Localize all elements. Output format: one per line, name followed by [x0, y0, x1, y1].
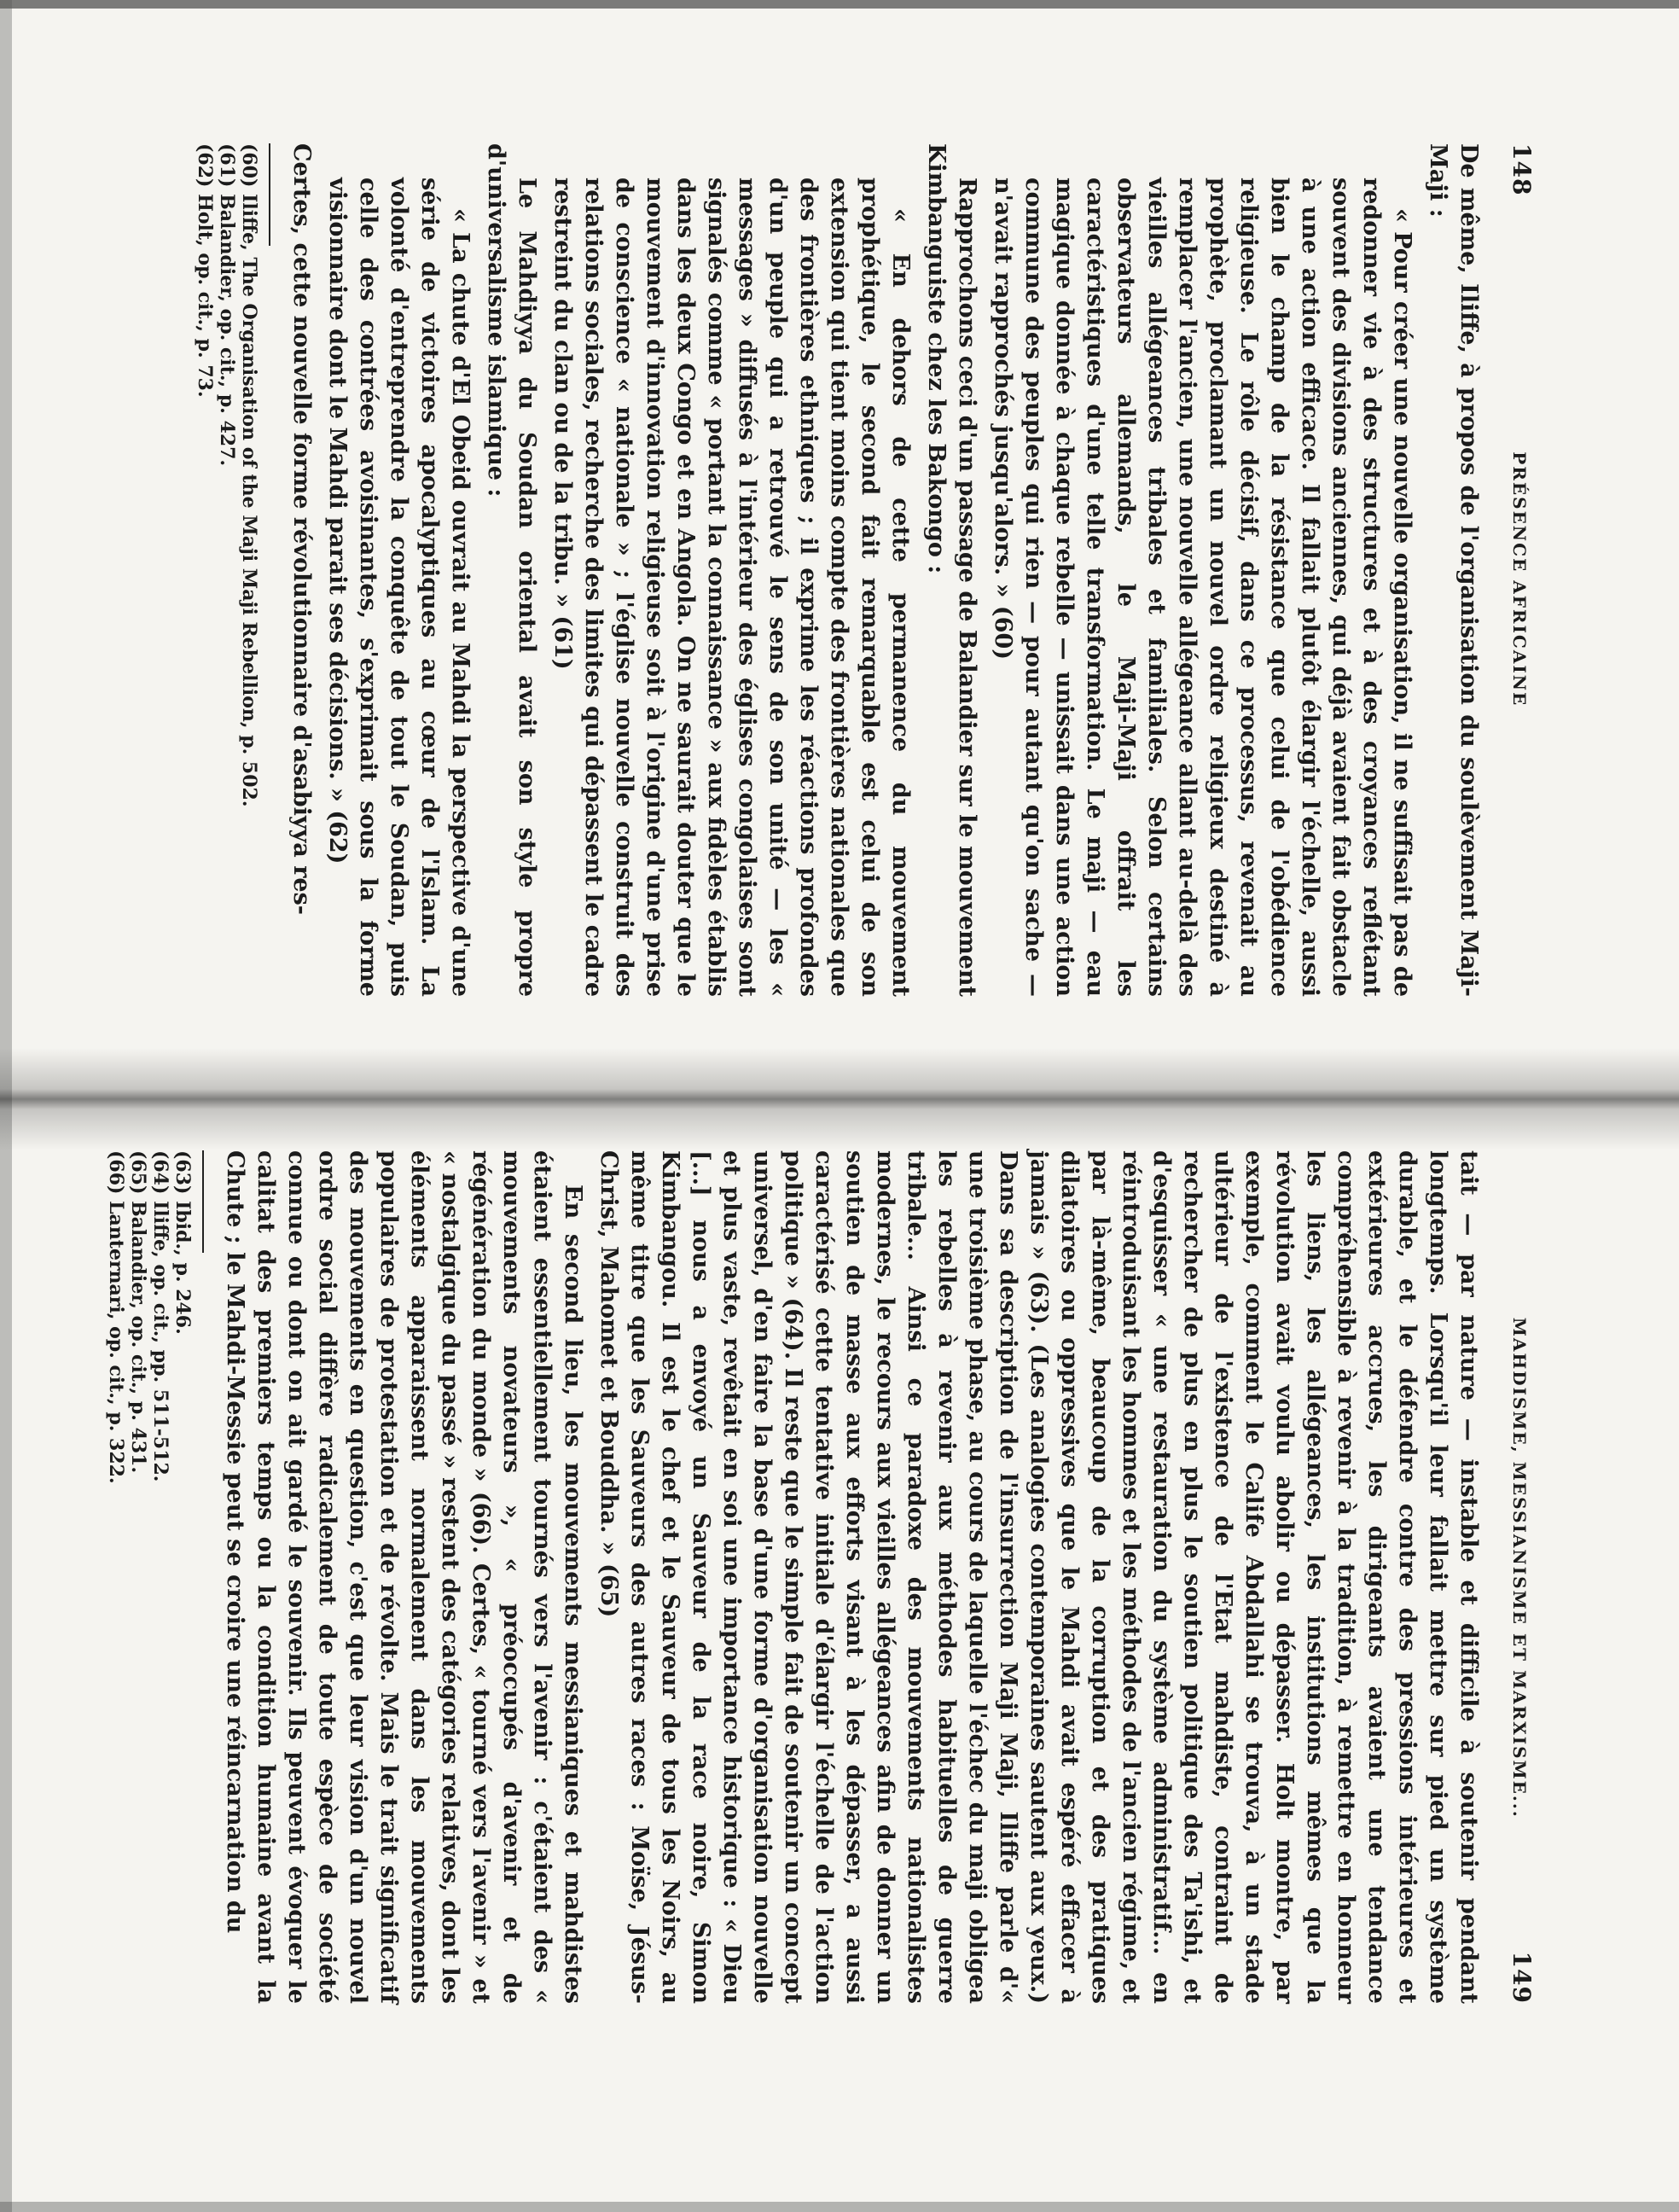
footnote: (64) Iliffe, op. cit., pp. 511-512. — [149, 1150, 171, 1482]
block-quote: « En dehors de cette permanence du mouvement prophétique, le second fait remarquable est celui de son extension qui tient moins compte des frontières nationales que des frontières ethniques ; il exprime les réactions profondes d'un peuple qui a retrouvé le sens de son unité — les « messages » diffusés à l'intérieur des églises congolaises sont signalés comme « portant la connaissance » aux fidèles établis dans les deux Congo et en Angola. On ne saurait douter que le mouvement d'innovation religieuse soit à l'origine d'une prise de conscience « nationale » ; l'église nouvelle construit des relations sociales, recherche des limites qui dépassent le cadre restreint du clan ou de la tribu. » (61) — [549, 178, 914, 997]
scan-edge-bottom — [0, 2202, 1679, 2212]
footnote: (66) Lanternari, op. cit., p. 322. — [105, 1150, 127, 1484]
footnote: (60) Iliffe, The Organisation of the Maji Maji Rebellion, p. 502. — [238, 143, 260, 807]
block-quote: « Pour créer une nouvelle organisation, il ne suffisait pas de redonner vie à des structures et à des croyances reflétant souvent des divisions anciennes, qui déjà avaient fait obstacle à une action efficace. Il fallait plutôt élargir l'échelle, aussi bien le champ de la résistance que celui de l'obédience religieuse. Le rôle décisif, dans ce processus, revenait au prophète, proclamant un nouvel ordre religieux destiné à remplacer l'ancien, une nouvelle allégeance allant au-delà des vieilles allégeances tribales et familiales. Selon certains observateurs allemands, le Maji-Maji offrait les caractéristiques d'une telle transformation. Le maji — eau magique donnée à chaque rebelle — unissait dans une action commune des peuples qui rien — pour autant qu'on sache — n'avait rapprochés jusqu'alors. » (60) — [990, 178, 1415, 997]
footnote: (63) Ibid., p. 246. — [171, 1150, 194, 1335]
footnote-rule — [202, 1150, 204, 1253]
running-title: PRÉSENCE AFRICAINE — [1509, 451, 1530, 707]
body-text — [286, 143, 1484, 997]
book-gutter-shadow — [0, 1048, 1679, 1150]
paragraph: tait — par nature — instable et difficile à soutenir pendant longtemps. Lorsqu'il leur fallait mettre sur pied un système durable, et le défendre contre des pressions intérieures et extérieures accrues, les dirigeants avaient une tendance compréhensible à revenir à la tradition, à remettre en honneur les liens, les allégeances, les institutions mêmes que la révolution avait voulu abolir ou dépasser. Holt montre, par exemple, comment le Calife Abdallahi se trouva, à un stade ultérieur de l'existence de l'Etat mahdiste, contraint de rechercher de plus en plus le soutien politique des Ta'ishi, et d'esquisser « une restauration du système administratif... en réintroduisant les hommes et les méthodes de l'ancien régime, et par là-même, beaucoup de la corruption et des pratiques dilatoires ou oppressives que le Mahdi avait espéré effacer à jamais » (63). (Les analogies contemporaines sautent aux yeux.) Dans sa description de l'insurrection Maji Maji, Iliffe parle d'« une troisième phase, au cours de laquelle l'échec du maji obligea les rebelles à revenir aux méthodes habituelles de guerre tribale... Ainsi ce paradoxe des mouvements nationalistes modernes, le recours aux vieilles allégeances afin de donner un soutien de masse aux efforts visant à les dépasser, a aussi caractérisé cette tentative initiale d'élargir l'échelle de l'action politique » (64). Il reste que le simple fait de soutenir un concept universel, d'en faire la base d'une forme d'organisation nouvelle et plus vaste, revêtait en soi une importance historique : « Dieu [...] nous a envoyé un Sauveur de la race noire, Simon Kimbangou. Il est le chef et le Sauveur de tous les Noirs, au même titre que les Sauveurs des autres races : Moïse, Jésus-Christ, Mahomet et Bouddha. » (65) — [595, 1150, 1482, 2004]
paragraph: En second lieu, les mouvements messianiques et mahdistes étaient essentiellement tournés vers l'avenir : c'étaient des « mouvements novateurs », « préoccupés d'avenir et de régénération du monde » (66). Certes, « tourné vers l'avenir » et « nostalgique du passé » restent des catégories relatives, dont les éléments apparaissent normalement dans les mouvements populaires de protestation et de révolte. Mais le trait significatif des mouvements en question, c'est que leur vision d'un nouvel ordre social diffère radicalement de toute espèce de société connue ou dont on ait gardé le souvenir. Ils peuvent évoquer le calitat des premiers temps ou la condition humaine avant la Chute ; le Mahdi-Messie peut se croire une réincarnation du — [222, 1150, 586, 2004]
footnotes — [194, 143, 260, 997]
paragraph: Rapprochons ceci d'un passage de Balandier sur le mouvement Kimbanguiste chez les Bakongo : — [923, 143, 980, 997]
scan-edge-top — [0, 0, 1679, 9]
page-149 — [17, 1144, 1536, 2004]
running-head — [1508, 1150, 1536, 2004]
paragraph: Certes, cette nouvelle forme révolutionnaire d'asabiyya res- — [288, 143, 315, 915]
footnote: (65) Balandier, op. cit., p. 431. — [127, 1150, 149, 1474]
paragraph: Le Mahdiyya du Soudan oriental avait son style propre d'universalisme islamique : — [483, 143, 540, 997]
paragraph: De même, Iliffe, à propos de l'organisation du soulèvement Maji-Maji : — [1425, 143, 1482, 997]
page-number: 148 — [1508, 143, 1536, 196]
footnote-rule — [269, 143, 270, 246]
page-number: 149 — [1508, 1951, 1536, 2004]
footnotes — [105, 1150, 194, 2004]
running-title: MAHDISME, MESSIANISME ET MARXISME... — [1509, 1317, 1530, 1819]
footnote: (62) Holt, op. cit., p. 73. — [194, 143, 216, 398]
block-quote: « La chute d'El Obeid ouvrait au Mahdi la perspective d'une série de victoires apocalyptiques au cœur de l'Islam. La volonté d'entreprendre la conquête de tout le Soudan, puis celle des contrées avoisinantes, s'exprimait sous la forme visionnaire dont le Mahdi parait ses décisions. » (62) — [324, 178, 473, 997]
page-148 — [17, 137, 1536, 997]
footnote: (61) Balandier, op. cit., p. 427. — [216, 143, 238, 467]
body-text — [219, 1150, 1484, 2004]
running-head — [1508, 143, 1536, 997]
